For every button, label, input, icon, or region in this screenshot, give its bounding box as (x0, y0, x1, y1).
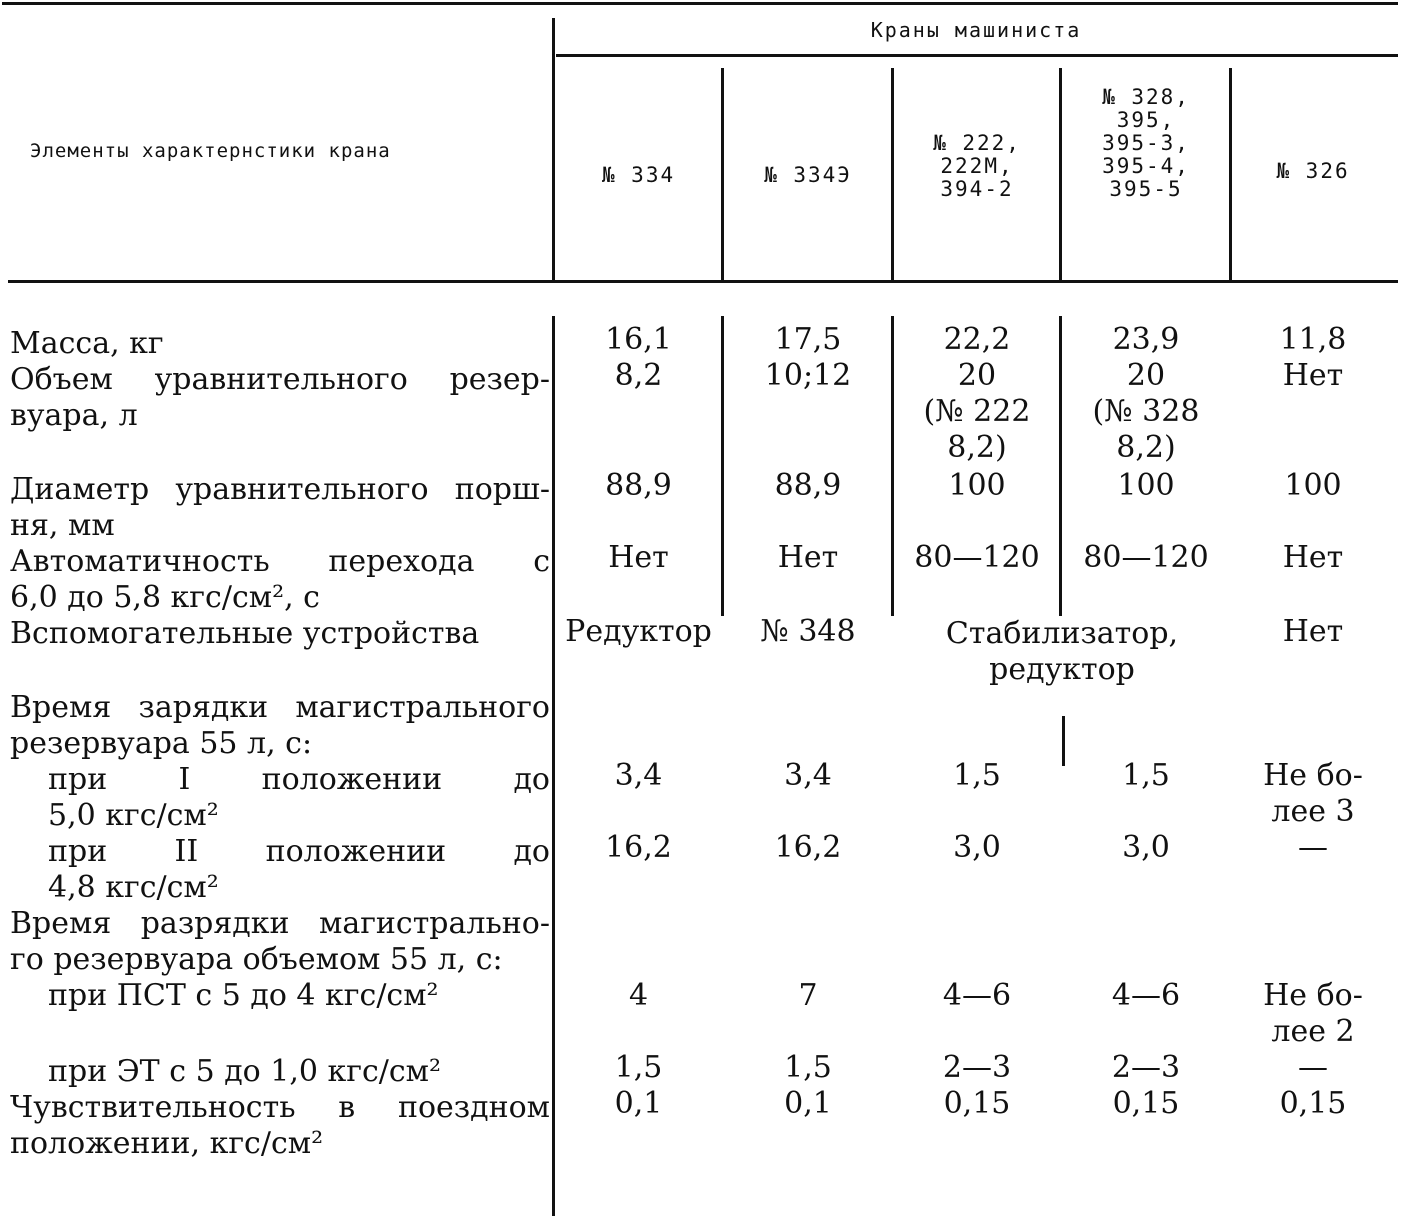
body-divider-3 (1059, 316, 1062, 616)
cell-discharge-et-328: 2—3 (1111, 1050, 1181, 1085)
cell-volume-328: 20 (№ 328 8,2) (1092, 358, 1200, 465)
cell-diameter-334e: 88,9 (774, 468, 842, 503)
row-label-automatic: Автоматичность перехода с 6,0 до 5,8 кгс/см², с (10, 544, 550, 615)
cell-mass-328: 23,9 (1112, 322, 1180, 357)
col-divider-1 (721, 68, 724, 280)
cell-mass-222: 22,2 (943, 322, 1011, 357)
cell-diameter-334: 88,9 (605, 468, 672, 503)
row-label-volume: Объем уравнительного резер- вуара, л (10, 362, 550, 433)
body-divider-1 (721, 316, 724, 616)
cell-volume-222: 20 (№ 222 8,2) (923, 358, 1031, 465)
row-label-sensitivity: Чувствительность в поездном положении, кгс/см² (10, 1090, 550, 1161)
cell-charge-pos1-328: 1,5 (1122, 758, 1170, 793)
top-rule (2, 2, 1398, 5)
cell-sensitivity-334: 0,1 (614, 1086, 663, 1121)
col-divider-4 (1229, 68, 1232, 280)
col-divider-main (552, 18, 555, 280)
row-label-mass: Масса, кг (10, 326, 164, 361)
cell-mass-334e: 17,5 (774, 322, 842, 357)
cell-charge-pos1-334: 3,4 (614, 758, 663, 793)
body-divider-main (552, 316, 555, 1216)
cell-mass-326: 11,8 (1279, 322, 1347, 357)
cell-auxiliary-334e: № 348 (760, 614, 856, 649)
cell-charge-pos2-328: 3,0 (1122, 830, 1170, 865)
cell-charge-pos1-222: 1,5 (953, 758, 1001, 793)
cell-volume-334: 8,2 (614, 358, 663, 393)
row-label-discharge-time: Время разрядки магистрально- го резервуара объемом 55 л, с: (10, 906, 550, 977)
cell-discharge-pst-334: 4 (628, 978, 649, 1013)
column-header-328: № 328, 395, 395-3, 395-4, 395-5 (1102, 85, 1190, 201)
cell-auxiliary-334: Редуктор (565, 614, 712, 649)
cell-sensitivity-326: 0,15 (1279, 1086, 1347, 1121)
cell-charge-pos1-334e: 3,4 (784, 758, 832, 793)
cell-automatic-334: Нет (608, 540, 669, 575)
row-label-discharge-pst: при ПСТ с 5 до 4 кгс/см² (48, 978, 439, 1013)
group-header-label: Краны машиниста (870, 18, 1082, 42)
cell-charge-pos2-326: — (1298, 830, 1328, 865)
cell-volume-326: Нет (1282, 358, 1344, 393)
cell-diameter-222: 100 (948, 468, 1006, 503)
cell-diameter-326: 100 (1284, 468, 1342, 503)
row-label-charge-pos1: при I положении до 5,0 кгс/см² (48, 762, 550, 833)
cell-automatic-334e: Нет (777, 540, 839, 575)
cell-charge-pos2-334: 16,2 (605, 830, 672, 865)
cell-sensitivity-334e: 0,1 (784, 1086, 832, 1121)
row-label-diameter: Диаметр уравнительного порш- ня, мм (10, 472, 550, 543)
cell-diameter-328: 100 (1117, 468, 1175, 503)
cell-discharge-pst-328: 4—6 (1111, 978, 1181, 1013)
column-header-334e: № 334Э (764, 163, 852, 187)
group-rule (556, 54, 1398, 57)
cell-automatic-326: Нет (1282, 540, 1344, 575)
cell-discharge-pst-222: 4—6 (942, 978, 1012, 1013)
row-header-label: Элементы характернстики крана (30, 140, 391, 162)
row-label-charge-pos2: при II положении до 4,8 кгс/см² (48, 834, 550, 905)
cell-charge-pos2-222: 3,0 (953, 830, 1001, 865)
header-bottom-rule (8, 280, 1398, 283)
col-divider-2 (891, 68, 894, 280)
column-header-334: № 334 (601, 163, 676, 187)
cell-discharge-et-326: — (1298, 1050, 1328, 1085)
row-label-discharge-et: при ЭТ с 5 до 1,0 кгс/см² (48, 1054, 442, 1089)
cell-automatic-222: 80—120 (914, 540, 1040, 575)
cell-discharge-et-334: 1,5 (614, 1050, 663, 1085)
cell-mass-334: 16,1 (605, 322, 672, 357)
body-divider-2 (891, 316, 894, 616)
cell-sensitivity-222: 0,15 (943, 1086, 1011, 1121)
cell-discharge-pst-334e: 7 (798, 978, 818, 1013)
col-divider-3 (1059, 68, 1062, 280)
row-label-charge-time: Время зарядки магистрального резервуара 55 л, с: (10, 690, 550, 761)
cell-automatic-328: 80—120 (1083, 540, 1209, 575)
cell-discharge-et-334e: 1,5 (784, 1050, 832, 1085)
cell-volume-334e: 10;12 (764, 358, 852, 393)
cell-discharge-pst-326: Не бо- лее 2 (1263, 978, 1363, 1049)
column-header-326: № 326 (1276, 159, 1350, 183)
cell-charge-pos1-326: Не бо- лее 3 (1263, 758, 1363, 829)
cell-discharge-et-222: 2—3 (942, 1050, 1012, 1085)
row-label-auxiliary: Вспомогательные устройства (10, 616, 480, 651)
cell-sensitivity-328: 0,15 (1112, 1086, 1180, 1121)
cell-auxiliary-326: Нет (1282, 614, 1344, 649)
cell-auxiliary-222-328: Стабилизатор, редуктор (945, 616, 1179, 687)
column-header-222: № 222, 222М, 394-2 (933, 131, 1021, 201)
cell-charge-pos2-334e: 16,2 (774, 830, 842, 865)
